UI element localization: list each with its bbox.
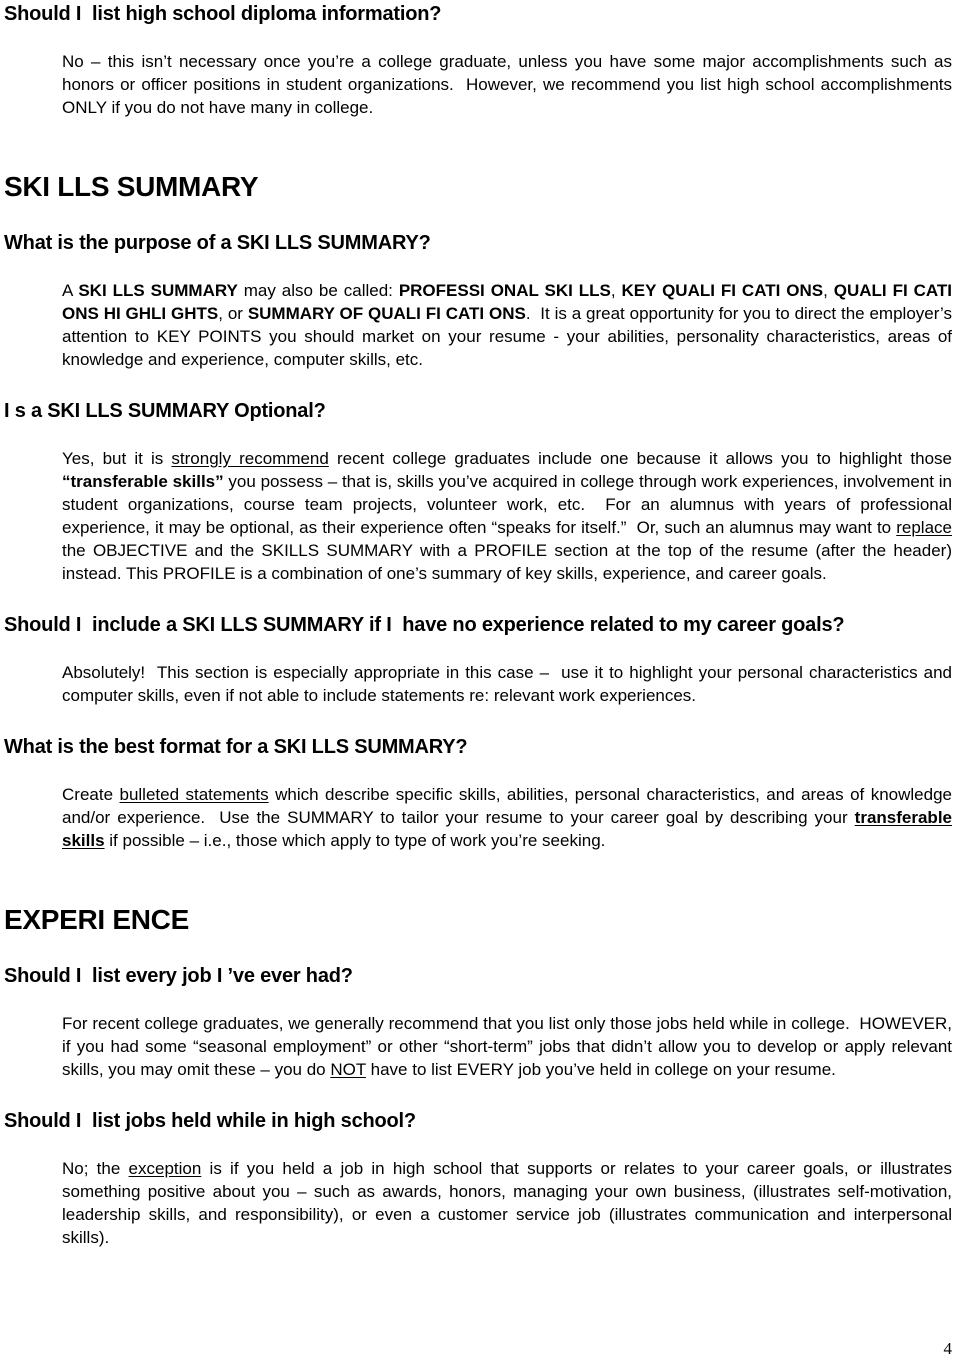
heading-question-best-format-skills-summary bbox=[4, 735, 952, 759]
heading-question-is-skills-summary-optional bbox=[4, 399, 952, 423]
text-run: recent college graduates include one because it allows you to highlight those bbox=[328, 449, 952, 468]
text-run: SKI LLS SUMMARY bbox=[78, 281, 238, 300]
text-run: Should I list every job I ’ve ever had? bbox=[4, 965, 353, 987]
text-run: Should I list high school diploma information? bbox=[4, 3, 442, 25]
text-run: Yes, but it is bbox=[62, 449, 172, 468]
text-run: A bbox=[62, 281, 79, 300]
answer-list-every-job bbox=[62, 1012, 952, 1081]
text-run: What is the best format for a SKI LLS SUMMARY? bbox=[4, 736, 468, 758]
text-run: bulleted statements bbox=[119, 785, 269, 804]
text-run: may also be called: bbox=[237, 281, 399, 300]
text-run: No – this isn’t necessary once you’re a college graduate, unless you have some major accomplishments such as honors or officer positions in student organizations. However, we recommend you list high school accomplishments ONLY if you do not have many in college. bbox=[62, 52, 952, 117]
answer-purpose-of-skills-summary bbox=[62, 279, 952, 371]
answer-best-format-skills-summary bbox=[62, 783, 952, 852]
text-run: you possess – that is, skills you’ve acquired in college through work experiences, involvement in student organizations, course team projects, volunteer work, etc. For an alumnus with years of professional experience, it may be optional, as their experience often “speaks for itself.” Or, such an alumnus may want to bbox=[62, 472, 952, 537]
heading-question-high-school-diploma bbox=[4, 2, 952, 26]
text-run: NOT bbox=[330, 1060, 366, 1079]
text-run: QUALI FI CATI ONS HI GHLI GHTS bbox=[62, 281, 953, 323]
text-run: No; the bbox=[62, 1159, 129, 1178]
text-run: I s a SKI LLS SUMMARY Optional? bbox=[4, 400, 326, 422]
text-run: transferable skills bbox=[62, 808, 952, 850]
text-run: Should I list jobs held while in high school? bbox=[4, 1110, 416, 1132]
text-run: which describe specific skills, abilities, personal characteristics, and areas of knowledge and/or experience. Use the SUMMARY to tailor your resume to your career goal by describing your bbox=[62, 785, 953, 827]
heading-question-purpose-of-skills-summary bbox=[4, 231, 952, 255]
heading-question-jobs-in-high-school bbox=[4, 1109, 952, 1133]
text-run: Absolutely! This section is especially appropriate in this case – use it to highlight your personal characteristics and computer skills, even if not able to include statements re: relevant work experiences. bbox=[62, 663, 952, 705]
text-run: , bbox=[610, 281, 622, 300]
text-run: if possible – i.e., those which apply to type of work you’re seeking. bbox=[104, 831, 606, 850]
text-run: For recent college graduates, we generally recommend that you list only those jobs held while in college. HOWEVER, if you had some “seasonal employment” or other “short-term” jobs that didn’t allow you to develop or apply relevant skills, you may omit these – you do bbox=[62, 1014, 952, 1079]
section-heading-experience bbox=[4, 904, 952, 936]
answer-jobs-in-high-school bbox=[62, 1157, 952, 1249]
text-run: What is the purpose of a SKI LLS SUMMARY? bbox=[4, 232, 431, 254]
text-run: KEY QUALI FI CATI ONS bbox=[621, 281, 824, 300]
heading-question-list-every-job bbox=[4, 964, 952, 988]
page-number: 4 bbox=[943, 1339, 952, 1358]
text-run: have to list EVERY job you’ve held in college on your resume. bbox=[365, 1060, 836, 1079]
answer-skills-summary-no-experience bbox=[62, 661, 952, 707]
text-run: Should I include a SKI LLS SUMMARY if I have no experience related to my career goals? bbox=[4, 614, 845, 636]
text-run: , or bbox=[218, 304, 248, 323]
section-heading-skills-summary bbox=[4, 171, 952, 203]
text-run: the OBJECTIVE and the SKILLS SUMMARY with a PROFILE section at the top of the resume (after the header) instead. This PROFILE is a combination of one’s summary of key skills, experience, and career goals. bbox=[62, 541, 952, 583]
text-run: exception bbox=[128, 1159, 202, 1178]
answer-high-school-diploma bbox=[62, 50, 952, 119]
answer-is-skills-summary-optional bbox=[62, 447, 952, 585]
heading-question-skills-summary-no-experience bbox=[4, 613, 952, 637]
text-run: Create bbox=[62, 785, 120, 804]
text-run: . It is a great opportunity for you to direct the employer’s attention to KEY POINTS you should market on your resume - your abilities, personality characteristics, areas of knowledge and experience, computer skills, etc. bbox=[62, 304, 952, 369]
text-run: SKI LLS SUMMARY bbox=[4, 171, 259, 202]
text-run: replace bbox=[896, 518, 952, 537]
text-run: strongly recommend bbox=[171, 449, 329, 468]
text-run: is if you held a job in high school that supports or relates to your career goals, or illustrates something positive about you – such as awards, honors, managing your own business, (illustrates self-motivation, leadership skills, and responsibility), or even a customer service job (illustrates communication and interpersonal skills). bbox=[62, 1159, 952, 1247]
text-run: , bbox=[823, 281, 834, 300]
text-run: SUMMARY OF QUALI FI CATI ONS bbox=[247, 304, 526, 323]
text-run: “transferable skills” bbox=[62, 472, 224, 491]
document-content bbox=[4, 2, 952, 1249]
text-run: PROFESSI ONAL SKI LLS bbox=[398, 281, 611, 300]
text-run: EXPERI ENCE bbox=[4, 904, 189, 935]
